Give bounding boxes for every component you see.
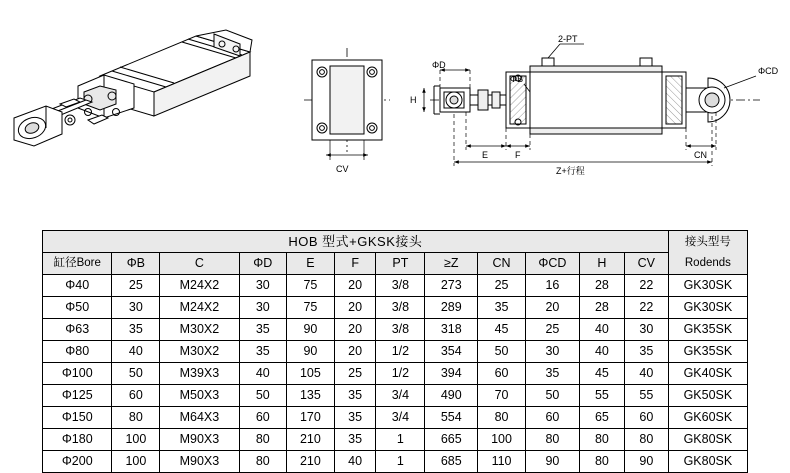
table-row <box>43 363 748 385</box>
cell-phid: 60 <box>239 407 287 429</box>
col-header-phicd: ΦCD <box>525 253 579 275</box>
cell-pt: 1/2 <box>376 363 425 385</box>
cell-h: 80 <box>579 429 624 451</box>
table-row <box>43 297 748 319</box>
cell-c: M39X3 <box>160 363 239 385</box>
cell-e: 90 <box>287 341 335 363</box>
table-row <box>43 407 748 429</box>
col-header-pt: PT <box>376 253 425 275</box>
col-header-c: C <box>160 253 239 275</box>
cylinder-section-view-drawing <box>424 44 760 166</box>
col-header-bore: 缸径Bore <box>43 253 112 275</box>
cell-c: M90X3 <box>160 451 239 473</box>
cell-rodend: GK50SK <box>668 385 747 407</box>
cell-cn: 45 <box>478 319 526 341</box>
cell-e: 210 <box>287 429 335 451</box>
cell-c: M64X3 <box>160 407 239 429</box>
label-e: E <box>482 150 489 160</box>
label-2-pt: 2-PT <box>558 34 578 44</box>
cell-h: 40 <box>579 341 624 363</box>
cell-cn: 110 <box>478 451 526 473</box>
cell-e: 210 <box>287 451 335 473</box>
cell-c: M50X3 <box>160 385 239 407</box>
cell-phib: 100 <box>112 451 160 473</box>
cell-phid: 80 <box>239 429 287 451</box>
cell-z: 554 <box>425 407 478 429</box>
cell-f: 35 <box>334 407 376 429</box>
cell-z: 318 <box>425 319 478 341</box>
cell-cn: 80 <box>478 407 526 429</box>
col-header-cv: CV <box>624 253 668 275</box>
cell-rodend: GK30SK <box>668 275 747 297</box>
cell-h: 45 <box>579 363 624 385</box>
cell-cn: 60 <box>478 363 526 385</box>
cell-phid: 35 <box>239 341 287 363</box>
cell-f: 35 <box>334 429 376 451</box>
col-header-phib: ΦB <box>112 253 160 275</box>
label-z-stroke: Z+行程 <box>556 166 585 176</box>
cell-cv: 30 <box>624 319 668 341</box>
cell-e: 135 <box>287 385 335 407</box>
cell-z: 685 <box>425 451 478 473</box>
main-header-cell: HOB 型式+GKSK接头 <box>43 231 669 253</box>
cell-phicd: 30 <box>525 341 579 363</box>
cell-phid: 40 <box>239 363 287 385</box>
cell-h: 28 <box>579 275 624 297</box>
cell-phib: 100 <box>112 429 160 451</box>
flange-front-view-drawing <box>304 48 390 160</box>
cell-bore: Φ100 <box>43 363 112 385</box>
col-header-phid: ΦD <box>239 253 287 275</box>
cell-rodend: GK30SK <box>668 297 747 319</box>
cell-h: 80 <box>579 451 624 473</box>
label-phi-d: ΦD <box>432 60 446 70</box>
technical-drawings-svg <box>0 0 790 200</box>
cell-cv: 80 <box>624 429 668 451</box>
cell-rodend: GK60SK <box>668 407 747 429</box>
cell-rodend: GK35SK <box>668 319 747 341</box>
label-phi-b: ΦB <box>510 74 524 84</box>
drawing-area <box>0 0 790 200</box>
cell-f: 40 <box>334 451 376 473</box>
cell-e: 75 <box>287 297 335 319</box>
cell-h: 65 <box>579 407 624 429</box>
cell-bore: Φ40 <box>43 275 112 297</box>
cell-phicd: 25 <box>525 319 579 341</box>
label-cv-left: CV <box>336 164 349 174</box>
cell-cn: 100 <box>478 429 526 451</box>
cell-phid: 30 <box>239 275 287 297</box>
col-header-e: E <box>287 253 335 275</box>
spec-table <box>42 230 748 473</box>
cell-c: M90X3 <box>160 429 239 451</box>
rodend-header-line1: 接头型号 <box>684 235 731 248</box>
cell-rodend: GK80SK <box>668 451 747 473</box>
cell-z: 289 <box>425 297 478 319</box>
cell-z: 394 <box>425 363 478 385</box>
cell-phib: 50 <box>112 363 160 385</box>
cell-phid: 35 <box>239 319 287 341</box>
cell-bore: Φ200 <box>43 451 112 473</box>
cell-bore: Φ180 <box>43 429 112 451</box>
cell-rodend: GK35SK <box>668 341 747 363</box>
cell-rodend: GK80SK <box>668 429 747 451</box>
cell-cv: 40 <box>624 363 668 385</box>
cell-e: 90 <box>287 319 335 341</box>
cell-pt: 1/2 <box>376 341 425 363</box>
cell-cn: 50 <box>478 341 526 363</box>
cell-pt: 3/4 <box>376 385 425 407</box>
cell-cv: 55 <box>624 385 668 407</box>
cell-f: 20 <box>334 275 376 297</box>
cell-cv: 35 <box>624 341 668 363</box>
col-header-z: ≥Z <box>425 253 478 275</box>
cell-c: M24X2 <box>160 297 239 319</box>
cell-e: 105 <box>287 363 335 385</box>
cell-c: M24X2 <box>160 275 239 297</box>
table-row <box>43 451 748 473</box>
cell-phib: 25 <box>112 275 160 297</box>
cell-phib: 40 <box>112 341 160 363</box>
cell-h: 55 <box>579 385 624 407</box>
col-header-h: H <box>579 253 624 275</box>
cell-cn: 70 <box>478 385 526 407</box>
cell-phib: 30 <box>112 297 160 319</box>
cell-phib: 35 <box>112 319 160 341</box>
cell-pt: 3/8 <box>376 319 425 341</box>
spec-table-head <box>43 231 748 275</box>
cell-phid: 30 <box>239 297 287 319</box>
table-row <box>43 385 748 407</box>
cell-phicd: 80 <box>525 429 579 451</box>
cell-f: 35 <box>334 385 376 407</box>
cell-phicd: 60 <box>525 407 579 429</box>
table-header-row-columns <box>43 253 748 275</box>
isometric-cylinder-drawing <box>14 30 252 146</box>
cell-phicd: 35 <box>525 363 579 385</box>
cell-rodend: GK40SK <box>668 363 747 385</box>
rodend-header-cell <box>668 231 747 275</box>
label-f: F <box>515 150 521 160</box>
cell-pt: 1 <box>376 429 425 451</box>
cell-e: 75 <box>287 275 335 297</box>
cell-cn: 35 <box>478 297 526 319</box>
cell-phicd: 90 <box>525 451 579 473</box>
cell-pt: 3/4 <box>376 407 425 429</box>
table-header-row-title <box>43 231 748 253</box>
cell-cv: 90 <box>624 451 668 473</box>
cell-pt: 1 <box>376 451 425 473</box>
cell-z: 273 <box>425 275 478 297</box>
cell-h: 28 <box>579 297 624 319</box>
label-phi-cd: ΦCD <box>758 66 779 76</box>
table-row <box>43 319 748 341</box>
table-row <box>43 275 748 297</box>
label-h-left: H <box>410 95 417 105</box>
cell-phib: 60 <box>112 385 160 407</box>
col-header-f: F <box>334 253 376 275</box>
cell-z: 354 <box>425 341 478 363</box>
cell-pt: 3/8 <box>376 297 425 319</box>
cell-bore: Φ150 <box>43 407 112 429</box>
cell-z: 490 <box>425 385 478 407</box>
cell-e: 170 <box>287 407 335 429</box>
spec-table-body <box>43 275 748 473</box>
cell-pt: 3/8 <box>376 275 425 297</box>
spec-table-wrapper <box>42 230 748 473</box>
col-header-cn: CN <box>478 253 526 275</box>
label-cn: CN <box>694 150 707 160</box>
cell-phicd: 16 <box>525 275 579 297</box>
cell-cv: 22 <box>624 275 668 297</box>
cell-bore: Φ63 <box>43 319 112 341</box>
cell-c: M30X2 <box>160 319 239 341</box>
table-row <box>43 341 748 363</box>
cell-phicd: 20 <box>525 297 579 319</box>
cell-phicd: 50 <box>525 385 579 407</box>
cell-h: 40 <box>579 319 624 341</box>
cell-f: 20 <box>334 297 376 319</box>
cell-f: 20 <box>334 341 376 363</box>
cell-z: 665 <box>425 429 478 451</box>
cell-c: M30X2 <box>160 341 239 363</box>
cell-f: 25 <box>334 363 376 385</box>
cell-cn: 25 <box>478 275 526 297</box>
cell-bore: Φ50 <box>43 297 112 319</box>
table-row <box>43 429 748 451</box>
cell-bore: Φ125 <box>43 385 112 407</box>
cell-phid: 50 <box>239 385 287 407</box>
cell-cv: 22 <box>624 297 668 319</box>
cell-phid: 80 <box>239 451 287 473</box>
cell-phib: 80 <box>112 407 160 429</box>
rodend-header-line2: Rodends <box>684 256 731 269</box>
cell-bore: Φ80 <box>43 341 112 363</box>
cell-cv: 60 <box>624 407 668 429</box>
cell-f: 20 <box>334 319 376 341</box>
